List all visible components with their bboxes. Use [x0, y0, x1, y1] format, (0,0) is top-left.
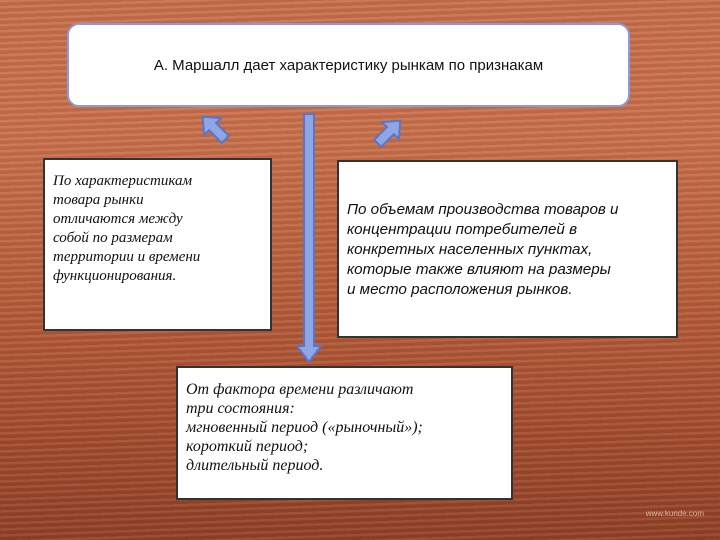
- box-production-volume-text: По объемам производства товаров и концентрации потребителей в конкретных населенных пунктах, которые также влияют на размеры и место расположения рынков.: [347, 201, 619, 298]
- box-time-factor: [176, 366, 513, 500]
- box-product-characteristics: [43, 158, 272, 331]
- watermark: www.kunde.com: [645, 509, 704, 518]
- box-production-volume: [337, 160, 678, 338]
- arrow-to-left-box: [194, 108, 234, 148]
- box-product-characteristics-text: По характеристикам товара рынки отличаются между собой по размерам территории и времени функционирования.: [53, 173, 201, 284]
- header-title: А. Маршалл дает характеристику рынкам по признакам: [153, 56, 544, 74]
- arrow-to-right-box: [369, 112, 409, 152]
- header-box: [67, 23, 630, 107]
- box-time-factor-text: От фактора времени различают три состояния: мгновенный период («рыночный»); короткий период; длительный период.: [186, 381, 423, 474]
- arrow-to-bottom-box: [297, 114, 321, 362]
